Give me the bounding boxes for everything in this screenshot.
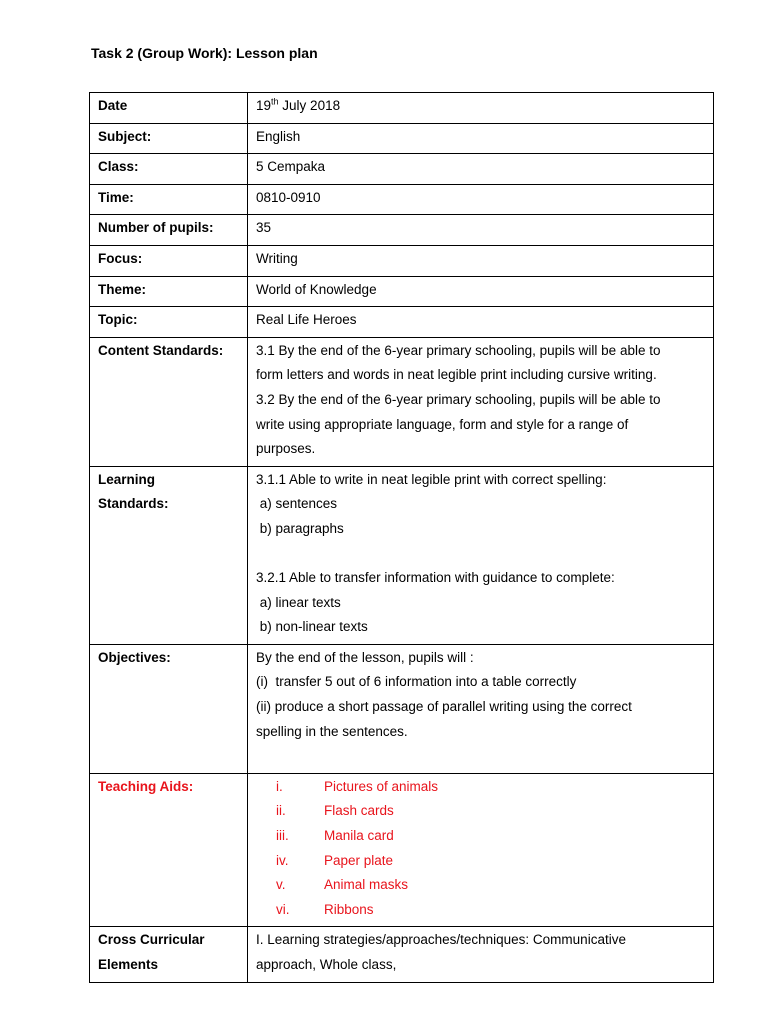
content-line: purposes. [256, 441, 316, 457]
value-date [248, 93, 714, 124]
learning-line: b) non-linear texts [256, 619, 368, 635]
list-text: Paper plate [324, 852, 394, 868]
cross-line: approach, Whole class, [256, 957, 397, 972]
row-theme [90, 276, 714, 307]
label-objectives: Objectives: [90, 644, 248, 773]
label-subject: Subject: [90, 123, 248, 154]
value-pupils: 35 [248, 215, 714, 246]
row-content-standards [90, 337, 714, 466]
row-class [90, 154, 714, 185]
label-time: Time: [90, 184, 248, 215]
list-item [276, 799, 705, 824]
objective-line: (i) transfer 5 out of 6 information into a table correctly [256, 674, 577, 690]
list-text: Ribbons [324, 901, 374, 917]
value-teaching-aids [248, 773, 714, 927]
label-topic: Topic: [90, 307, 248, 338]
content-line: 3.2 By the end of the 6-year primary schooling, pupils will be able to [256, 391, 661, 407]
label-content-standards: Content Standards: [90, 337, 248, 466]
date-rest: July 2018 [278, 98, 341, 113]
label-class: Class: [90, 154, 248, 185]
spacer [256, 542, 705, 567]
row-topic [90, 307, 714, 338]
row-cross-curricular [90, 927, 714, 982]
label-focus: Focus: [90, 245, 248, 276]
label-teaching-aids: Teaching Aids: [90, 773, 248, 927]
list-number: iv. [276, 852, 289, 868]
date-ordinal: th [271, 96, 279, 107]
learning-line: 3.2.1 Able to transfer information with guidance to complete: [256, 570, 615, 586]
row-pupils [90, 215, 714, 246]
row-teaching-aids [90, 773, 714, 927]
list-number: iii. [276, 828, 289, 844]
list-item [276, 849, 705, 874]
row-time [90, 184, 714, 215]
row-objectives [90, 644, 714, 773]
value-learning-standards [248, 466, 714, 644]
value-content-standards [248, 337, 714, 466]
list-text: Animal masks [324, 877, 409, 893]
label-learning-line1: Learning [98, 471, 156, 487]
document-title: Task 2 (Group Work): Lesson plan [91, 45, 318, 61]
learning-line: a) sentences [256, 496, 338, 512]
label-cross-curricular [90, 927, 248, 982]
lesson-plan-table [89, 92, 714, 983]
label-learning-line2: Standards: [98, 496, 169, 512]
value-focus: Writing [248, 245, 714, 276]
list-item [276, 824, 705, 849]
content-line: write using appropriate language, form and style for a range of [256, 416, 629, 432]
date-day: 19 [256, 98, 272, 113]
teaching-aids-list [256, 775, 705, 923]
learning-line: a) linear texts [256, 594, 341, 610]
value-cross-curricular [248, 927, 714, 982]
cross-line: I. Learning strategies/approaches/techniques: Communicative [256, 932, 626, 948]
content-line: 3.1 By the end of the 6-year primary schooling, pupils will be able to [256, 342, 661, 358]
value-time: 0810-0910 [248, 184, 714, 215]
row-focus [90, 245, 714, 276]
objective-line: By the end of the lesson, pupils will : [256, 649, 474, 665]
content-line: form letters and words in neat legible print including cursive writing. [256, 367, 657, 383]
value-objectives [248, 644, 714, 773]
list-text: Flash cards [324, 803, 394, 819]
value-class: 5 Cempaka [248, 154, 714, 185]
learning-line: 3.1.1 Able to write in neat legible print with correct spelling: [256, 471, 607, 487]
list-item [276, 775, 705, 800]
list-number: vi. [276, 901, 290, 917]
row-subject [90, 123, 714, 154]
spacer [256, 744, 705, 769]
label-learning-standards [90, 466, 248, 644]
label-cross-line2: Elements [98, 957, 159, 972]
label-date: Date [90, 93, 248, 124]
label-pupils: Number of pupils: [90, 215, 248, 246]
label-theme: Theme: [90, 276, 248, 307]
objective-line: (ii) produce a short passage of parallel writing using the correct [256, 699, 632, 715]
value-theme: World of Knowledge [248, 276, 714, 307]
list-text: Manila card [324, 828, 394, 844]
list-number: i. [276, 778, 283, 794]
learning-line: b) paragraphs [256, 520, 344, 536]
list-item [276, 898, 705, 923]
row-learning-standards [90, 466, 714, 644]
list-item [276, 873, 705, 898]
label-cross-line1: Cross Curricular [98, 932, 205, 948]
list-text: Pictures of animals [324, 778, 439, 794]
value-topic: Real Life Heroes [248, 307, 714, 338]
objective-line: spelling in the sentences. [256, 723, 408, 739]
list-number: ii. [276, 803, 286, 819]
value-subject: English [248, 123, 714, 154]
list-number: v. [276, 877, 286, 893]
row-date [90, 93, 714, 124]
